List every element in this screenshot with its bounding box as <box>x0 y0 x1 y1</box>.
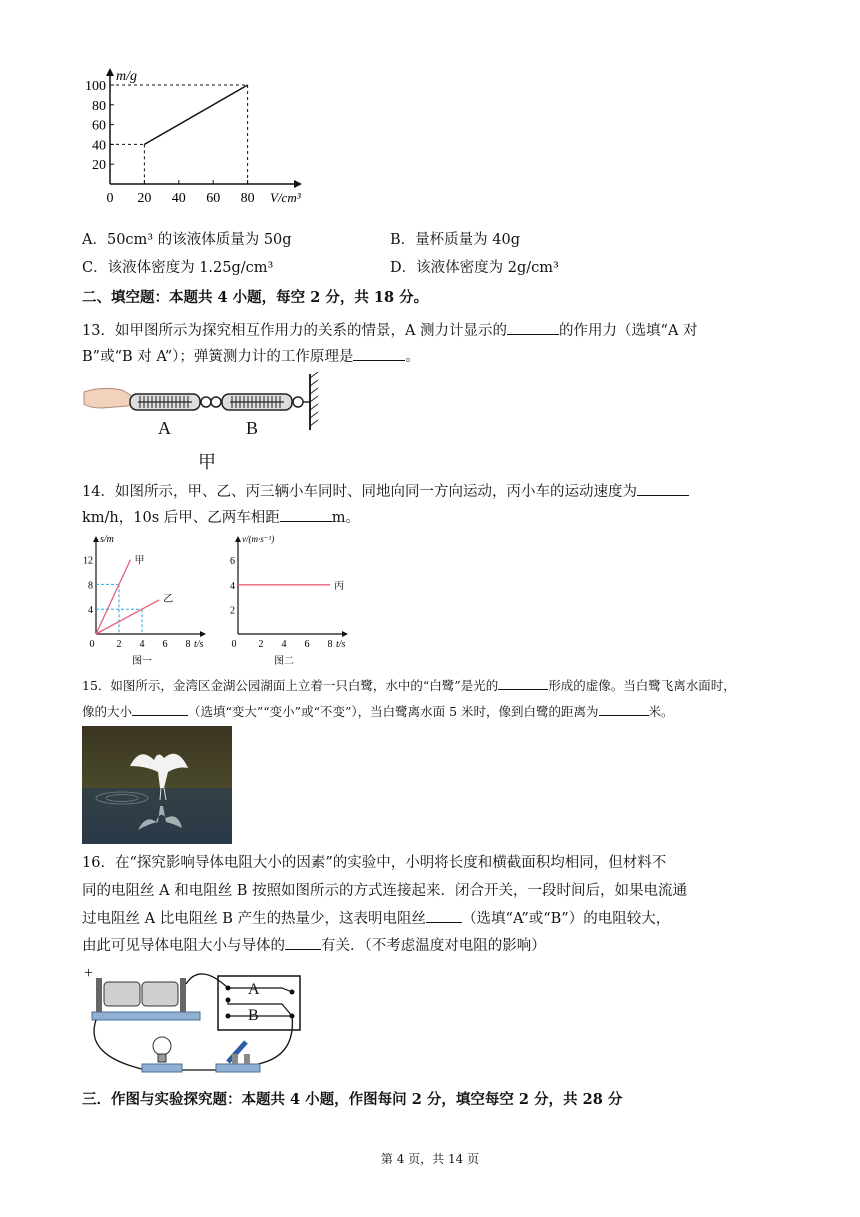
circuit-figure <box>82 960 308 1078</box>
resistor-label-a: A <box>248 981 260 998</box>
y-tick-label: 4 <box>230 580 235 592</box>
y-tick-label: 6 <box>230 556 235 568</box>
spring-scale-figure <box>82 372 322 472</box>
series-label-0: 丙 <box>334 580 344 592</box>
q16-line3: 过电阻丝 A 比电阻丝 B 产生的热量少，这表明电阻丝 （选填“A”或“B”）的电阻较大， <box>82 908 670 930</box>
y-axis-label: s/m <box>100 534 114 545</box>
q14-line1: 14．如图所示，甲、乙、丙三辆小车同时、同地向同一方向运动，丙小车的运动速度为 <box>82 481 689 503</box>
y-axis-label: v/(m·s⁻¹) <box>242 534 275 544</box>
q16-line2: 同的电阻丝 A 和电阻丝 B 按照如图所示的方式连接起来．闭合开关，一段时间后，如果电流通 <box>82 883 688 899</box>
x-tick-label: 2 <box>258 639 264 650</box>
y-tick-label: 8 <box>88 580 93 592</box>
figure-caption-jia: 甲 <box>198 452 216 472</box>
section-2-title: 二、填空题：本题共 4 小题，每空 2 分，共 18 分。 <box>82 289 429 306</box>
q15-line2: 像的大小 （选填“变大”“变小”或“不变”），当白鹭离水面 5 米时，像到白鹭的距离为 米。 <box>82 704 674 719</box>
data-line <box>144 85 247 144</box>
series-line-0 <box>96 560 131 634</box>
v-t-chart <box>222 532 372 667</box>
y-tick-label: 40 <box>92 138 106 154</box>
series-label-1: 乙 <box>163 593 174 605</box>
x-tick-label: 4 <box>281 639 287 650</box>
y-axis-arrow <box>106 68 114 76</box>
q14-line2: km/h，10s 后甲、乙两车相距 m。 <box>82 507 360 529</box>
x-tick-label: 0 <box>106 191 114 206</box>
x-tick-label: 6 <box>304 639 310 650</box>
x-tick-label: 2 <box>116 639 122 650</box>
series-label-0: 甲 <box>134 555 145 567</box>
y-tick-label: 2 <box>230 605 235 617</box>
mass-volume-chart <box>80 68 320 218</box>
q13-line1: 13．如甲图所示为探究相互作用力的关系的情景，A 测力计显示的 的作用力（选填“A 对 <box>82 320 698 342</box>
bulb-icon <box>153 1037 171 1055</box>
x-axis-arrow <box>294 180 302 188</box>
y-axis-arrow <box>235 536 241 542</box>
hand-icon <box>84 388 133 408</box>
x-tick-label: 8 <box>185 639 191 650</box>
x-tick-label: 20 <box>137 191 152 206</box>
y-tick-label: 100 <box>85 79 106 94</box>
x-tick-label: 80 <box>240 191 255 206</box>
x-axis-arrow <box>200 631 206 637</box>
q15-line1: 15．如图所示，金湾区金湖公园湖面上立着一只白鹭，水中的“白鹭”是光的 形成的虚像。当白鹭飞离水面时， <box>82 678 736 693</box>
x-axis-label: t/s <box>194 639 204 650</box>
x-tick-label: 4 <box>139 639 145 650</box>
x-tick-label: 0 <box>231 639 237 650</box>
option-b: B．量杯质量为 40g <box>390 232 520 248</box>
x-tick-label: 8 <box>327 639 333 650</box>
x-tick-label: 60 <box>206 191 221 206</box>
y-tick-label: 60 <box>92 118 106 134</box>
s-t-chart <box>82 532 222 667</box>
page-footer: 第 4 页，共 14 页 <box>380 1152 480 1166</box>
y-axis-arrow <box>93 536 99 542</box>
section-3-title: 三．作图与实验探究题：本题共 4 小题，作图每问 2 分，填空每空 2 分，共 28 分 <box>82 1091 623 1108</box>
option-d: D．该液体密度为 2g/cm³ <box>390 260 559 276</box>
y-tick-label: 20 <box>92 158 106 174</box>
label-b: B <box>246 418 259 438</box>
y-tick-label: 80 <box>92 98 106 114</box>
resistor-label-b: B <box>248 1007 259 1024</box>
y-tick-label: 4 <box>88 605 93 617</box>
x-axis-label: t/s <box>336 639 346 650</box>
q13-line2: B”或“B 对 A”）；弹簧测力计的工作原理是 。 <box>82 346 420 368</box>
x-tick-label: 0 <box>89 639 95 650</box>
x-tick-label: 6 <box>162 639 168 650</box>
q16-line1: 16．在“探究影响导体电阻大小的因素”的实验中，小明将长度和横截面积均相同，但材料不 <box>82 855 667 871</box>
q16-line4: 由此可见导体电阻大小与导体的 有关．（不考虑温度对电阻的影响） <box>82 935 546 957</box>
option-c: C．该液体密度为 1.25g/cm³ <box>82 260 274 276</box>
y-axis-label: m/g <box>116 69 137 84</box>
egret-photo <box>82 726 232 844</box>
figure-caption: 图二 <box>274 656 294 667</box>
series-line-1 <box>96 600 159 634</box>
plus-sign: + <box>84 965 94 982</box>
y-tick-label: 12 <box>83 555 93 567</box>
x-axis-arrow <box>342 631 348 637</box>
x-tick-label: 40 <box>171 191 186 206</box>
figure-caption: 图一 <box>132 656 152 667</box>
option-a: A．50cm³ 的该液体质量为 50g <box>82 232 292 248</box>
x-axis-label: V/cm³ <box>270 190 301 205</box>
label-a: A <box>158 418 171 438</box>
